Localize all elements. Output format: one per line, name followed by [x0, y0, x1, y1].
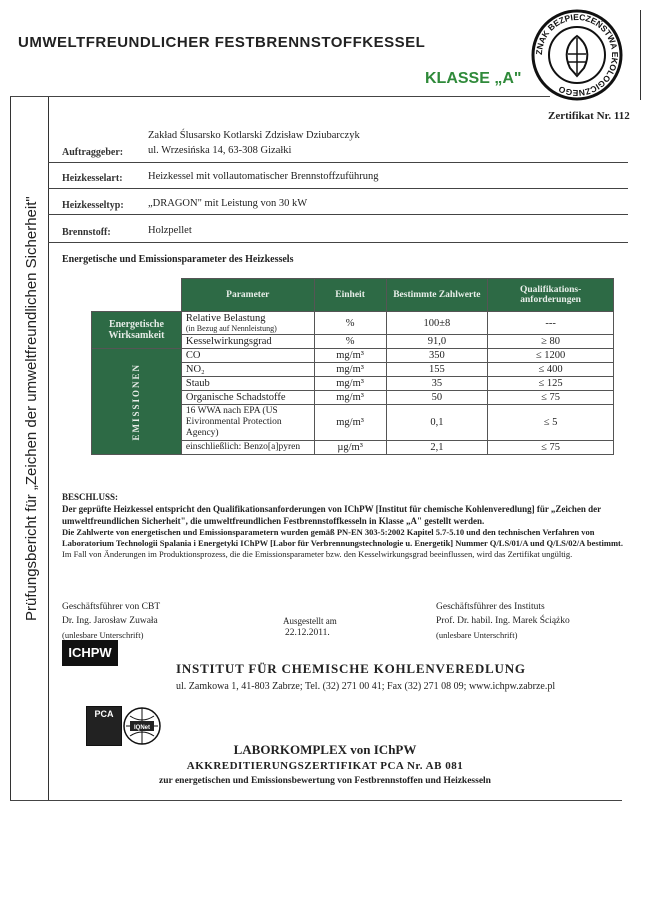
param-cell: Kesselwirkungsgrad	[181, 335, 314, 349]
param-cell: Organische Schadstoffe	[181, 391, 314, 405]
klasse-label: KLASSE „A"	[425, 70, 522, 87]
table-corner	[92, 279, 182, 312]
field-divider	[48, 214, 628, 215]
frame-bottom-line	[10, 800, 622, 801]
labor-subtitle: zur energetischen und Emissionsbewertung von Festbrennstoffen und Heizkesseln	[159, 776, 491, 786]
parameter-table	[91, 278, 614, 455]
labor-accreditation: AKKREDITIERUNGSZERTIFIKAT PCA Nr. AB 081	[186, 760, 464, 772]
req-cell: ≤ 1200	[488, 349, 614, 363]
beschluss-paragraph-3: Im Fall von Änderungen im Produktionsprozess, die die Emissionsparameter bzw. den Kesselwirkungsgrad beeinflussen, wird das Zertifikat ungültig.	[62, 549, 573, 559]
brennstoff-label: Brennstoff:	[62, 227, 111, 238]
params-heading: Energetische und Emissionsparameter des Heizkessels	[62, 254, 294, 265]
brennstoff-value: Holzpellet	[148, 225, 192, 236]
heizkesselart-label: Heizkesselart:	[62, 173, 123, 184]
req-cell: ≤ 75	[488, 391, 614, 405]
req-cell: ≤ 5	[488, 405, 614, 441]
param-cell: NO₂	[181, 363, 314, 377]
field-divider	[48, 162, 628, 163]
req-cell: ≤ 75	[488, 441, 614, 455]
unit-cell: %	[314, 312, 386, 335]
heizkesselart-value: Heizkessel mit vollautomatischer Brennstoffzuführung	[148, 171, 379, 182]
frame-left-inner-line	[48, 96, 49, 800]
iqnet-logo	[122, 706, 162, 746]
value-cell: 0,1	[386, 405, 488, 441]
right-signature-note: (unlesbare Unterschrift)	[436, 630, 518, 640]
institute-name: INSTITUT FÜR CHEMISCHE KOHLENVEREDLUNG	[176, 661, 526, 676]
beschluss-paragraph-2: Die Zahlwerte von energetischen und Emissionsparametern wurden gemäß PN-EN 303-5:2002 Kapitel 5.7-5.10 und den technischen Verfahren von Laboratorium Technologii Spalania i Energetyki IChPW [Labor für Verbrennungstechnologie u. Energetik] Nummer Q/LS/01/A und Q/LS/02/A bestimmt.	[62, 527, 623, 548]
issued-date: 22.12.2011.	[285, 628, 330, 638]
req-cell: ≤ 400	[488, 363, 614, 377]
ichpw-logo: ICHPW	[62, 640, 118, 666]
value-cell: 2,1	[386, 441, 488, 455]
param-cell: einschließlich: Benzo[a]pyren	[181, 441, 314, 455]
left-signature-role: Geschäftsführer von CBT	[62, 602, 161, 612]
req-cell: ---	[488, 312, 614, 335]
auftraggeber-line2: ul. Wrzesińska 14, 63-308 Gizałki	[148, 145, 292, 156]
beschluss-title: BESCHLUSS:	[62, 492, 119, 502]
beschluss-paragraph-1: Der geprüfte Heizkessel entspricht den Qualifikationsanforderungen von IChPW [Institut für chemische Kohlenveredlung] für „Zeichen der umweltfreundlichen Sicherheit", die umweltfreundlichen Festbrennstoffkesseln in Klasse „A" gestellt werden.	[62, 504, 602, 526]
group-energy: Energetische Wirksamkeit	[92, 312, 182, 349]
unit-cell: mg/m³	[314, 405, 386, 441]
left-signature-name: Dr. Ing. Jarosław Zuwała	[62, 616, 158, 626]
unit-cell: mg/m³	[314, 391, 386, 405]
right-signature-name: Prof. Dr. habil. Ing. Marek Ściążko	[436, 616, 570, 626]
value-cell: 35	[386, 377, 488, 391]
unit-cell: mg/m³	[314, 349, 386, 363]
seal-text: ZNAK BEZPIECZEŃSTWA EKOLOGICZNEGO	[533, 11, 621, 99]
labor-title: LABORKOMPLEX von IChPW	[233, 742, 417, 757]
param-cell: CO	[181, 349, 314, 363]
unit-cell: mg/m³	[314, 377, 386, 391]
value-cell: 100±8	[386, 312, 488, 335]
heizkesseltyp-value: „DRAGON" mit Leistung von 30 kW	[148, 198, 308, 209]
param-cell: Staub	[181, 377, 314, 391]
issued-label: Ausgestellt am	[283, 616, 337, 626]
req-cell: ≥ 80	[488, 335, 614, 349]
table-row	[92, 312, 614, 335]
req-cell: ≤ 125	[488, 377, 614, 391]
frame-top-line	[10, 96, 550, 97]
field-divider	[48, 242, 628, 243]
table-row	[92, 349, 614, 363]
left-signature-note: (unlesbare Unterschrift)	[62, 630, 144, 640]
table-header-row	[92, 279, 614, 312]
zertifikat-number: Zertifikat Nr. 112	[548, 110, 630, 122]
beschluss-block	[62, 491, 632, 560]
institute-address: ul. Zamkowa 1, 41-803 Zabrze; Tel. (32) 271 00 41; Fax (32) 271 08 09; www.ichpw.zabrze.pl	[176, 681, 556, 692]
value-cell: 155	[386, 363, 488, 377]
col-header-anforderungen: Qualifikations-anforderungen	[488, 279, 614, 312]
field-divider	[48, 188, 628, 189]
right-signature-role: Geschäftsführer des Instituts	[436, 602, 545, 612]
col-header-einheit: Einheit	[314, 279, 386, 312]
auftraggeber-label: Auftraggeber:	[62, 147, 124, 158]
group-emission: EMISSIONEN	[92, 349, 182, 455]
svg-text:IQNet: IQNet	[133, 725, 151, 731]
auftraggeber-line1: Zakład Ślusarsko Kotlarski Zdzisław Dziubarczyk	[148, 130, 360, 141]
col-header-zahlwerte: Bestimmte Zahlwerte	[386, 279, 488, 312]
value-cell: 350	[386, 349, 488, 363]
pca-logo: PCA	[86, 706, 122, 746]
value-cell: 50	[386, 391, 488, 405]
value-cell: 91,0	[386, 335, 488, 349]
col-header-parameter: Parameter	[181, 279, 314, 312]
param-cell: Relative Belastung (in Bezug auf Nennleistung)	[181, 312, 314, 335]
unit-cell: %	[314, 335, 386, 349]
document-title: UMWELTFREUNDLICHER FESTBRENNSTOFFKESSEL	[18, 34, 426, 51]
unit-cell: µg/m³	[314, 441, 386, 455]
frame-right-top-line	[640, 10, 641, 100]
side-vertical-title: Prüfungsbericht für „Zeichen der umweltfreundlichen Sicherheit"	[23, 196, 40, 621]
param-cell: 16 WWA nach EPA (US Eivironmental Protection Agency)	[181, 405, 314, 441]
unit-cell: mg/m³	[314, 363, 386, 377]
heizkesseltyp-label: Heizkesseltyp:	[62, 200, 124, 211]
eco-seal-logo	[528, 6, 626, 104]
frame-left-line	[10, 96, 11, 800]
